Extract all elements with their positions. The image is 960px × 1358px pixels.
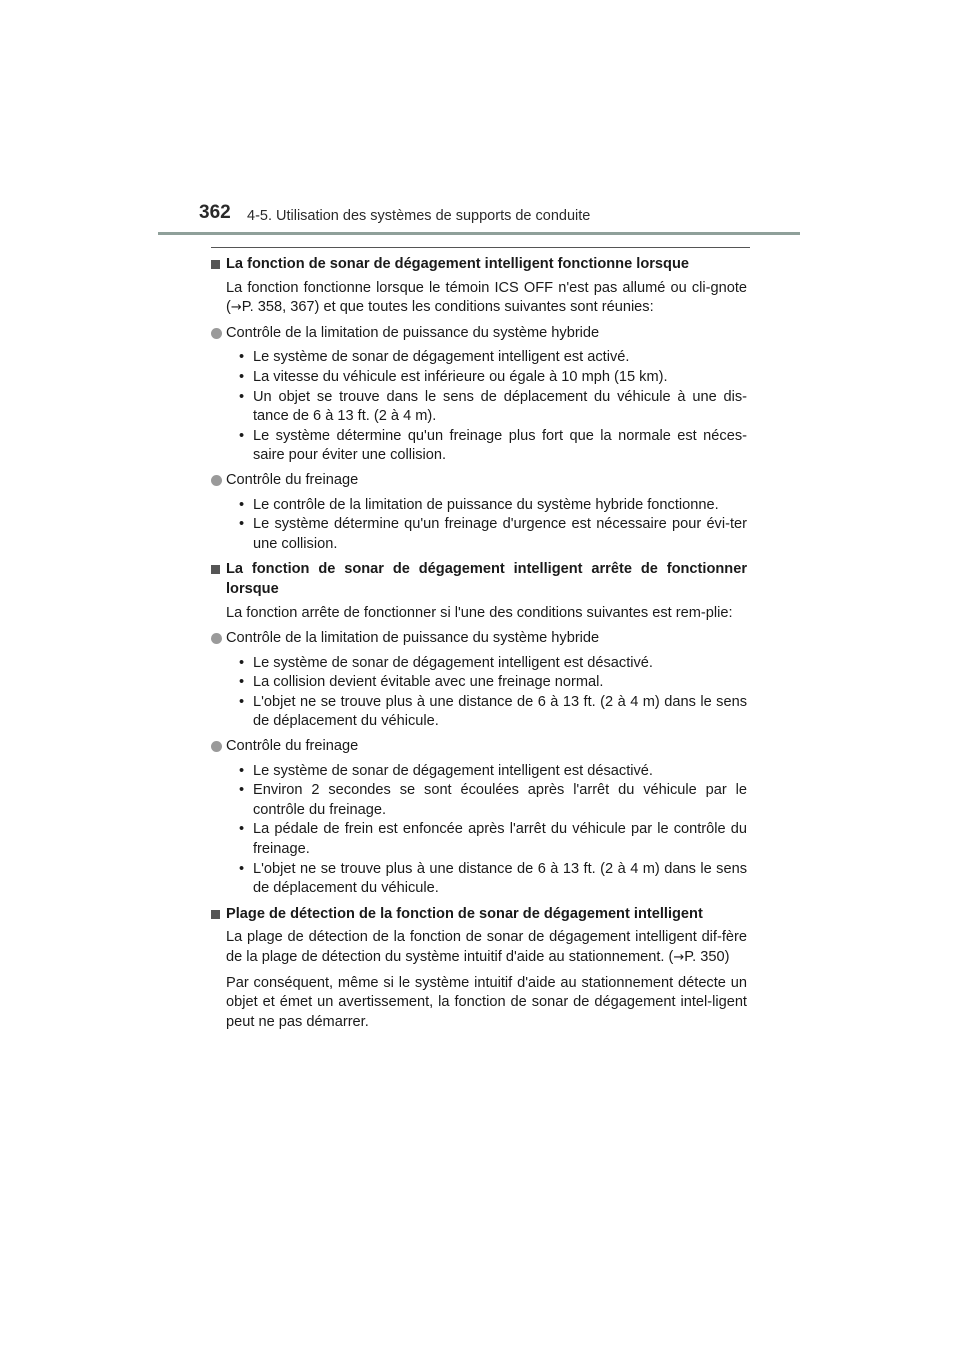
group-label: Contrôle du freinage — [211, 737, 747, 757]
arrow-icon: → — [673, 950, 685, 965]
content-rule — [211, 247, 750, 248]
page-number: 362 — [199, 202, 231, 223]
list-item: • Le contrôle de la limitation de puissance du système hybride fonctionne. — [239, 496, 719, 513]
group-label: Contrôle de la limitation de puissance du système hybride — [211, 324, 747, 344]
square-bullet-icon — [211, 910, 220, 919]
section-heading: La fonction de sonar de dégagement intelligent fonctionne lorsque — [211, 255, 747, 275]
section-intro: La fonction fonctionne lorsque le témoin ICS OFF n'est pas allumé ou cli-gnote (→P. 358, 367) et que toutes les conditions suivantes sont réunies: — [226, 279, 747, 316]
bullet-list — [211, 496, 747, 555]
list-item: • Le système détermine qu'un freinage d'urgence est nécessaire pour évi-ter une collision. — [239, 516, 747, 552]
square-bullet-icon — [211, 260, 220, 269]
list-item: • La pédale de frein est enfoncée après l'arrêt du véhicule par le contrôle du freinage. — [239, 821, 747, 858]
list-item: • Environ 2 secondes se sont écoulées après l'arrêt du véhicule par le contrôle du freinage. — [239, 782, 747, 818]
section-paragraph: Par conséquent, même si le système intuitif d'aide au stationnement détecte un objet et émet un avertissement, la fonction de sonar de dégagement intel-ligent peut ne pas démarrer. — [226, 974, 747, 1030]
section-stop-conditions — [211, 560, 747, 899]
list-item: • Le système de sonar de dégagement intelligent est activé. — [239, 349, 630, 366]
section-detection-range — [211, 905, 747, 1033]
section-operation-conditions — [211, 255, 747, 554]
list-item: • L'objet ne se trouve plus à une distance de 6 à 13 ft. (2 à 4 m) dans le sens de déplacement du véhicule. — [239, 860, 747, 897]
header-rule — [158, 232, 800, 235]
list-item: • Le système détermine qu'un freinage plus fort que la normale est néces-saire pour éviter une collision. — [239, 427, 747, 464]
page-content — [211, 255, 747, 1038]
list-item: • L'objet ne se trouve plus à une distance de 6 à 13 ft. (2 à 4 m) dans le sens de déplacement du véhicule. — [239, 693, 747, 730]
circle-bullet-icon — [211, 633, 222, 644]
section-heading: La fonction de sonar de dégagement intelligent arrête de fonctionner lorsque — [211, 560, 747, 599]
group-label: Contrôle de la limitation de puissance du système hybride — [211, 629, 747, 649]
list-item: • Le système de sonar de dégagement intelligent est désactivé. — [239, 654, 653, 671]
bullet-list — [211, 654, 747, 732]
circle-bullet-icon — [211, 475, 222, 486]
section-heading: Plage de détection de la fonction de sonar de dégagement intelligent — [211, 905, 747, 925]
list-item: • La vitesse du véhicule est inférieure ou égale à 10 mph (15 km). — [239, 368, 668, 385]
arrow-icon: → — [230, 300, 242, 316]
list-item: • Le système de sonar de dégagement intelligent est désactivé. — [239, 762, 653, 779]
chapter-title: 4-5. Utilisation des systèmes de supports de conduite — [247, 208, 591, 224]
group-label: Contrôle du freinage — [211, 471, 747, 491]
list-item: • Un objet se trouve dans le sens de déplacement du véhicule à une dis-tance de 6 à 13 ft. (2 à 4 m). — [239, 388, 747, 425]
circle-bullet-icon — [211, 741, 222, 752]
section-paragraph: La plage de détection de la fonction de sonar de dégagement intelligent dif-fère de la plage de détection du système intuitif d'aide au stationnement. (→P. 350) — [226, 929, 747, 965]
bullet-list — [211, 762, 747, 899]
circle-bullet-icon — [211, 328, 222, 339]
square-bullet-icon — [211, 565, 220, 574]
bullet-list — [211, 348, 747, 466]
list-item: • La collision devient évitable avec une freinage normal. — [239, 674, 604, 691]
section-intro: La fonction arrête de fonctionner si l'une des conditions suivantes est rem-plie: — [226, 604, 733, 621]
